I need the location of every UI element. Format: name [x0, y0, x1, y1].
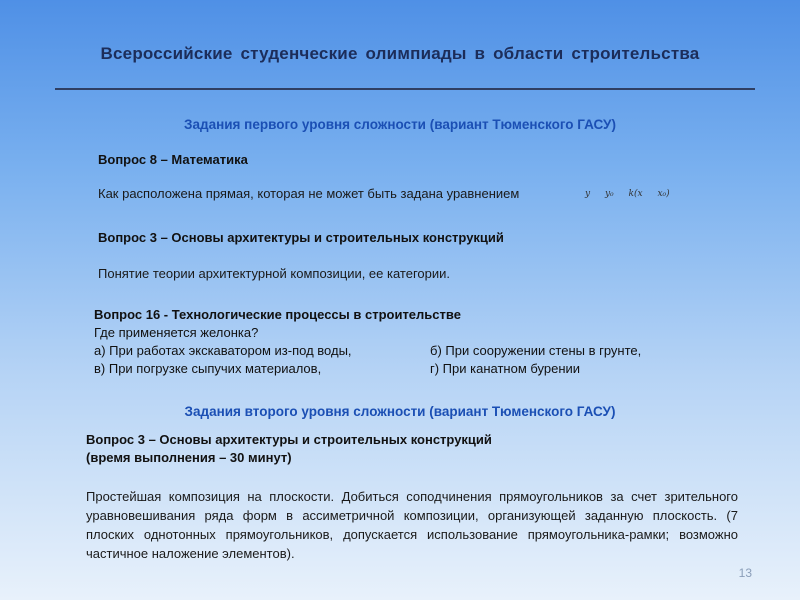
- section2-q3-duration: (время выполнения – 30 минут): [86, 450, 292, 465]
- q3-text: Понятие теории архитектурной композиции, ее категории.: [98, 266, 451, 281]
- formula-x0: x₀): [657, 189, 670, 199]
- slide-title: Всероссийские студенческие олимпиады в области строительства: [100, 44, 700, 63]
- formula-y0: y₀: [604, 189, 614, 199]
- section2-q3-text: Простейшая композиция на плоскости. Добиться соподчинения прямоугольников за счет зрительного уравновешивания ряда форм в ассиметричной композиции, организующей заданную плоскость. (7 плоских однотонных прямоугольников, допускается использование прямоугольника-рамки; возможно частичное наложение элементов).: [86, 489, 738, 561]
- formula-y: y: [585, 189, 591, 199]
- formula-kx: k(x: [628, 189, 643, 199]
- answer-g: г) При канатном бурении: [430, 361, 581, 376]
- answer-a: а) При работах экскаватором из-под воды,: [94, 343, 352, 358]
- q16-heading: Вопрос 16 - Технологические процессы в строительстве: [94, 307, 461, 322]
- q16-question: Где применяется желонка?: [94, 325, 259, 340]
- answer-b: б) При сооружении стены в грунте,: [430, 343, 642, 358]
- section1-heading: Задания первого уровня сложности (вариант Тюменского ГАСУ): [184, 117, 616, 132]
- section2-heading: Задания второго уровня сложности (вариант Тюменского ГАСУ): [184, 404, 616, 419]
- q8-heading: Вопрос 8 – Математика: [98, 152, 248, 167]
- q8-formula: [585, 189, 682, 199]
- q16-answers: [94, 342, 710, 378]
- q3-heading: Вопрос 3 – Основы архитектуры и строительных конструкций: [98, 230, 504, 245]
- section2-q3-heading: Вопрос 3 – Основы архитектуры и строительных конструкций: [86, 432, 492, 447]
- title-divider: [55, 88, 755, 90]
- q16-block: [94, 306, 710, 378]
- page-number: 13: [738, 566, 752, 580]
- q8-text: Как расположена прямая, которая не может быть задана уравнением: [98, 186, 520, 201]
- answer-v: в) При погрузке сыпучих материалов,: [94, 361, 322, 376]
